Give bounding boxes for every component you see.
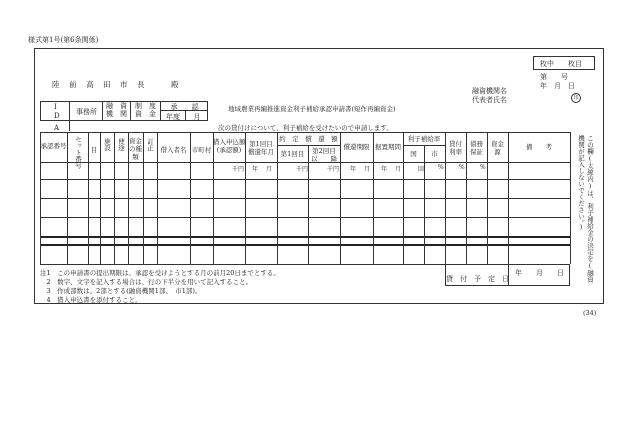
col-loan-amount: 借入申込額 (承認額) <box>213 138 246 154</box>
col-city: 市町村 <box>191 146 212 154</box>
col-remarks: 備 考 <box>526 143 552 151</box>
note-3: 3 作成部数は、2部とする(融資機関1部、 市1部)。 <box>40 287 202 295</box>
col-fund-type: 資金の種類 <box>129 137 142 161</box>
unit-thousand-yen-1: 千円 <box>232 166 245 173</box>
col-use: 使途 <box>117 138 125 151</box>
loan-date-label: 貸 付 予 定 日 <box>446 275 509 283</box>
representative-name-label: 代表者氏名 <box>472 96 507 104</box>
addressee-suffix: 殿 <box>171 80 179 89</box>
col-city-rate: 市 <box>431 150 438 158</box>
col-guarantee: 債務 保証 <box>470 140 483 156</box>
unit-percent-2: % <box>459 164 465 171</box>
note-1: 注1 この申請書の提出期限は、承認を受けようとする月の前月20日までとする。 <box>40 269 280 277</box>
col-set-no: セット番号 <box>74 136 82 169</box>
unit-year-1: 年 <box>252 166 259 173</box>
system-fund-label: 制 度 資 金 <box>135 102 156 118</box>
sheet-number-label: 枚目 <box>568 60 582 68</box>
unit-thousand-yen-3: 千円 <box>327 166 340 173</box>
approval-label: 承 認 <box>170 103 199 111</box>
unit-times: 回 <box>418 166 425 173</box>
col-correction: 訂正 <box>146 138 154 151</box>
lending-institution-label: 融 資 機 関 <box>106 102 127 118</box>
col-scheduled-second: 第2回目 以 降 <box>311 147 337 163</box>
col-fund-source: 資金 源 <box>491 140 504 156</box>
unit-percent-1: % <box>438 164 444 171</box>
id-label-i: I <box>54 103 57 111</box>
col-first-repayment: 第1回目 償還年月 <box>248 140 274 156</box>
col-loan-rate: 貸付 利率 <box>449 140 462 156</box>
request-text: 次の貸付けについて、利子補給を受けたいので申請します。 <box>218 124 393 132</box>
col-deferment: 据置期間 <box>375 143 401 151</box>
col-repayment-term: 償還期限 <box>343 143 370 151</box>
col-approval-no: 承認番号 <box>40 142 67 150</box>
unit-month-2: 月 <box>364 166 371 173</box>
form-title: 地域農業再編推進資金利子補給承認申請書(短作再編資金) <box>228 105 396 113</box>
unit-year-3: 年 <box>381 166 388 173</box>
document-date-label: 年 月 日 <box>540 82 575 90</box>
col-facility: 施設 <box>103 138 111 151</box>
loan-date-value: 年 月 日 <box>515 269 564 277</box>
form-label: 様式第1号(第6条関係) <box>28 36 99 44</box>
id-label-a: A <box>54 124 60 132</box>
document-number-label: 第 号 <box>540 73 568 81</box>
lender-name-label: 融資機関名 <box>472 87 507 95</box>
unit-percent-3: % <box>480 164 486 171</box>
col-borrower: 借入者名 <box>160 146 187 154</box>
col-nation-rate: 国 <box>410 150 417 158</box>
id-label-d: D <box>54 112 60 120</box>
office-label: 事務所 <box>76 108 97 116</box>
seal-icon: 印 <box>571 93 581 103</box>
col-scheduled-repayment: 約 定 償 還 額 <box>279 135 338 143</box>
unit-thousand-yen-2: 千円 <box>296 166 309 173</box>
unit-year-2: 年 <box>350 166 357 173</box>
unit-month-1: 月 <box>266 166 273 173</box>
col-scheduled-first: 第1回目 <box>280 150 305 158</box>
side-note: この欄(太線内)は、利子補給金の決定を(融資機関が記入しないでください。) <box>577 135 594 283</box>
note-2: 2 数字、文字を記入する場合は、行の下半分を用いて記入すること。 <box>40 278 253 286</box>
addressee: 陸 前 高 田 市 長 <box>52 80 146 89</box>
note-4: 4 借入申込書を添付すること。 <box>40 296 142 304</box>
page-code: (34) <box>583 309 597 317</box>
month-label: 月 <box>193 113 201 121</box>
col-purpose: 目 <box>90 146 98 154</box>
fiscal-year-label: 年度 <box>166 113 180 121</box>
col-subsidy-rate: 利子補給率 <box>407 135 441 143</box>
unit-month-3: 月 <box>395 166 402 173</box>
sheet-of-label: 枚中 <box>540 60 554 68</box>
